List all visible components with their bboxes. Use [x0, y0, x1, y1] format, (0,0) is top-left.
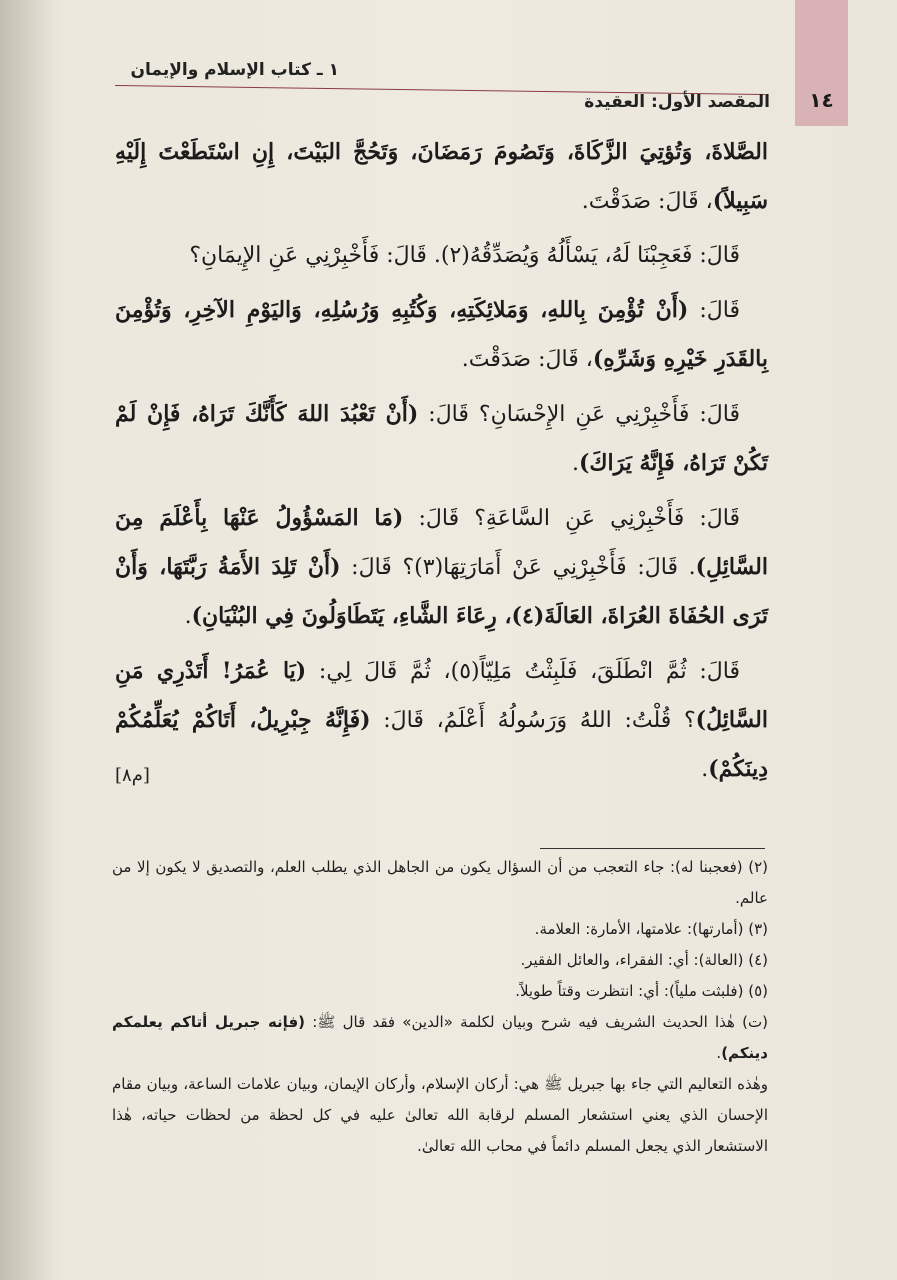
hadith-quote: (يَا عُمَرُ! أَتَدْرِي مَنِ السَّائِلُ)	[115, 658, 768, 733]
narration-text: .	[701, 757, 709, 782]
hadith-quote: الصَّلاةَ، وَتُؤتِيَ الزَّكَاةَ، وَتَصُومَ رَمَضَانَ، وَتَحُجَّ البَيْتَ، إِنِ اسْتَطَعْتَ إِلَيْهِ سَبِيلاً)	[115, 139, 768, 214]
hadith-quote: (أَنْ تَلِدَ الأَمَةُ رَبَّتَهَا، وَأَنْ تَرَى الحُفَاةَ العُرَاةَ، العَالَةَ(٤)، رِعَاءَ الشَّاءِ، يَتَطَاوَلُونَ فِي البُنْيَانِ)	[115, 554, 768, 629]
paragraph-5	[115, 494, 768, 641]
running-header-section: المقصد الأول: العقيدة	[584, 92, 770, 112]
commentary-text: (ت) هٰذا الحديث الشريف فيه شرح وبيان لكلمة «الدين» فقد قال ﷺ:	[305, 1013, 768, 1031]
narration-text: قَالَ: فَعَجِبْنَا لَهُ، يَسْأَلُهُ وَيُصَدِّقُهُ(٢). قَالَ: فَأَخْبِرْنِي عَنِ الإِيمَانِ؟	[189, 243, 740, 268]
narration-text: قَالَ: ثُمَّ انْطَلَقَ، فَلَبِثْتُ مَلِيّاً(٥)، ثُمَّ قَالَ لِي:	[306, 659, 740, 684]
narration-text: قَالَ:	[688, 298, 740, 323]
page-number: ١٤	[809, 88, 834, 112]
paragraph-2	[115, 232, 768, 280]
page-gutter-shadow	[0, 0, 60, 1280]
paragraph-3	[115, 286, 768, 384]
paragraph-4	[115, 390, 768, 488]
hadith-quote: (أَنْ تُؤْمِنَ بِاللهِ، وَمَلائِكَتِهِ، وَكُتُبِهِ وَرُسُلِهِ، وَاليَوْمِ الآخِرِ، وَتُؤْمِنَ بِالقَدَرِ خَيْرِهِ وَشَرِّهِ)	[115, 297, 768, 372]
paragraph-6	[115, 647, 768, 794]
commentary-quote: (فإنه جبريل أتاكم يعلمكم دينكم)	[112, 1013, 768, 1062]
running-header-book: ١ ـ كتاب الإسلام والإيمان	[130, 60, 339, 80]
narration-text: .	[184, 604, 192, 629]
hadith-quote: (مَا المَسْؤُولُ عَنْهَا بِأَعْلَمَ مِنَ السَّائِلِ)	[115, 505, 768, 580]
narration-text: . قَالَ: فَأَخْبِرْنِي عَنْ أَمَارَتِهَا(٣)؟ قَالَ:	[340, 555, 696, 580]
commentary-intro	[112, 1007, 768, 1069]
footnote-2: (٢) (فعجبنا له): جاء التعجب من أن السؤال يكون من الجاهل الذي يطلب العلم، والتصديق لا يكون إلا من عالم.	[112, 858, 768, 907]
footnote-5: (٥) (فلبثت ملياً): أي: انتظرت وقتاً طويلاً.	[515, 982, 768, 1000]
narration-text: ، قَالَ: صَدَقْتَ.	[461, 347, 593, 372]
narration-text: قَالَ: فَأَخْبِرْنِي عَنِ الإِحْسَانِ؟ قَالَ:	[418, 402, 740, 427]
hadith-quote: (فَإِنَّهُ جِبْرِيلُ، أَتَاكُمْ يُعَلِّمُكُمْ دِينَكُمْ)	[115, 707, 768, 782]
narration-text: ؟ قُلْتُ: اللهُ وَرَسُولُهُ أَعْلَمُ، قَالَ:	[370, 708, 696, 733]
paragraph-1	[115, 128, 768, 226]
footnote-3: (٣) (أمارتها): علامتها، الأمارة: العلامة.	[534, 920, 768, 938]
hadith-body	[115, 128, 768, 800]
footnote-divider	[540, 848, 765, 849]
hadith-quote: (أَنْ تَعْبُدَ اللهَ كَأَنَّكَ تَرَاهُ، فَإِنْ لَمْ تَكُنْ تَرَاهُ، فَإِنَّهُ يَرَاكَ)	[115, 401, 768, 476]
narration-text: .	[571, 451, 579, 476]
commentary-body: وهٰذه التعاليم التي جاء بها جبريل ﷺ هي: أركان الإسلام، وأركان الإيمان، وبيان علامات الساعة، وبيان مقام الإحسان الذي يعني استشعار المسلم لرقابة الله تعالىٰ عليه في كل لحظة من لحظات حياته، هٰذا الاستشعار الذي يجعل المسلم دائماً في محاب الله تعالىٰ.	[112, 1075, 768, 1155]
source-reference: [م٨]	[115, 765, 150, 786]
footnotes	[112, 852, 768, 1162]
footnote-4: (٤) (العالة): أي: الفقراء، والعائل الفقير.	[520, 951, 768, 969]
commentary-text: .	[716, 1044, 722, 1062]
narration-text: قَالَ: فَأَخْبِرْنِي عَنِ السَّاعَةِ؟ قَالَ:	[403, 506, 740, 531]
narration-text: ، قَالَ: صَدَقْتَ.	[581, 189, 713, 214]
